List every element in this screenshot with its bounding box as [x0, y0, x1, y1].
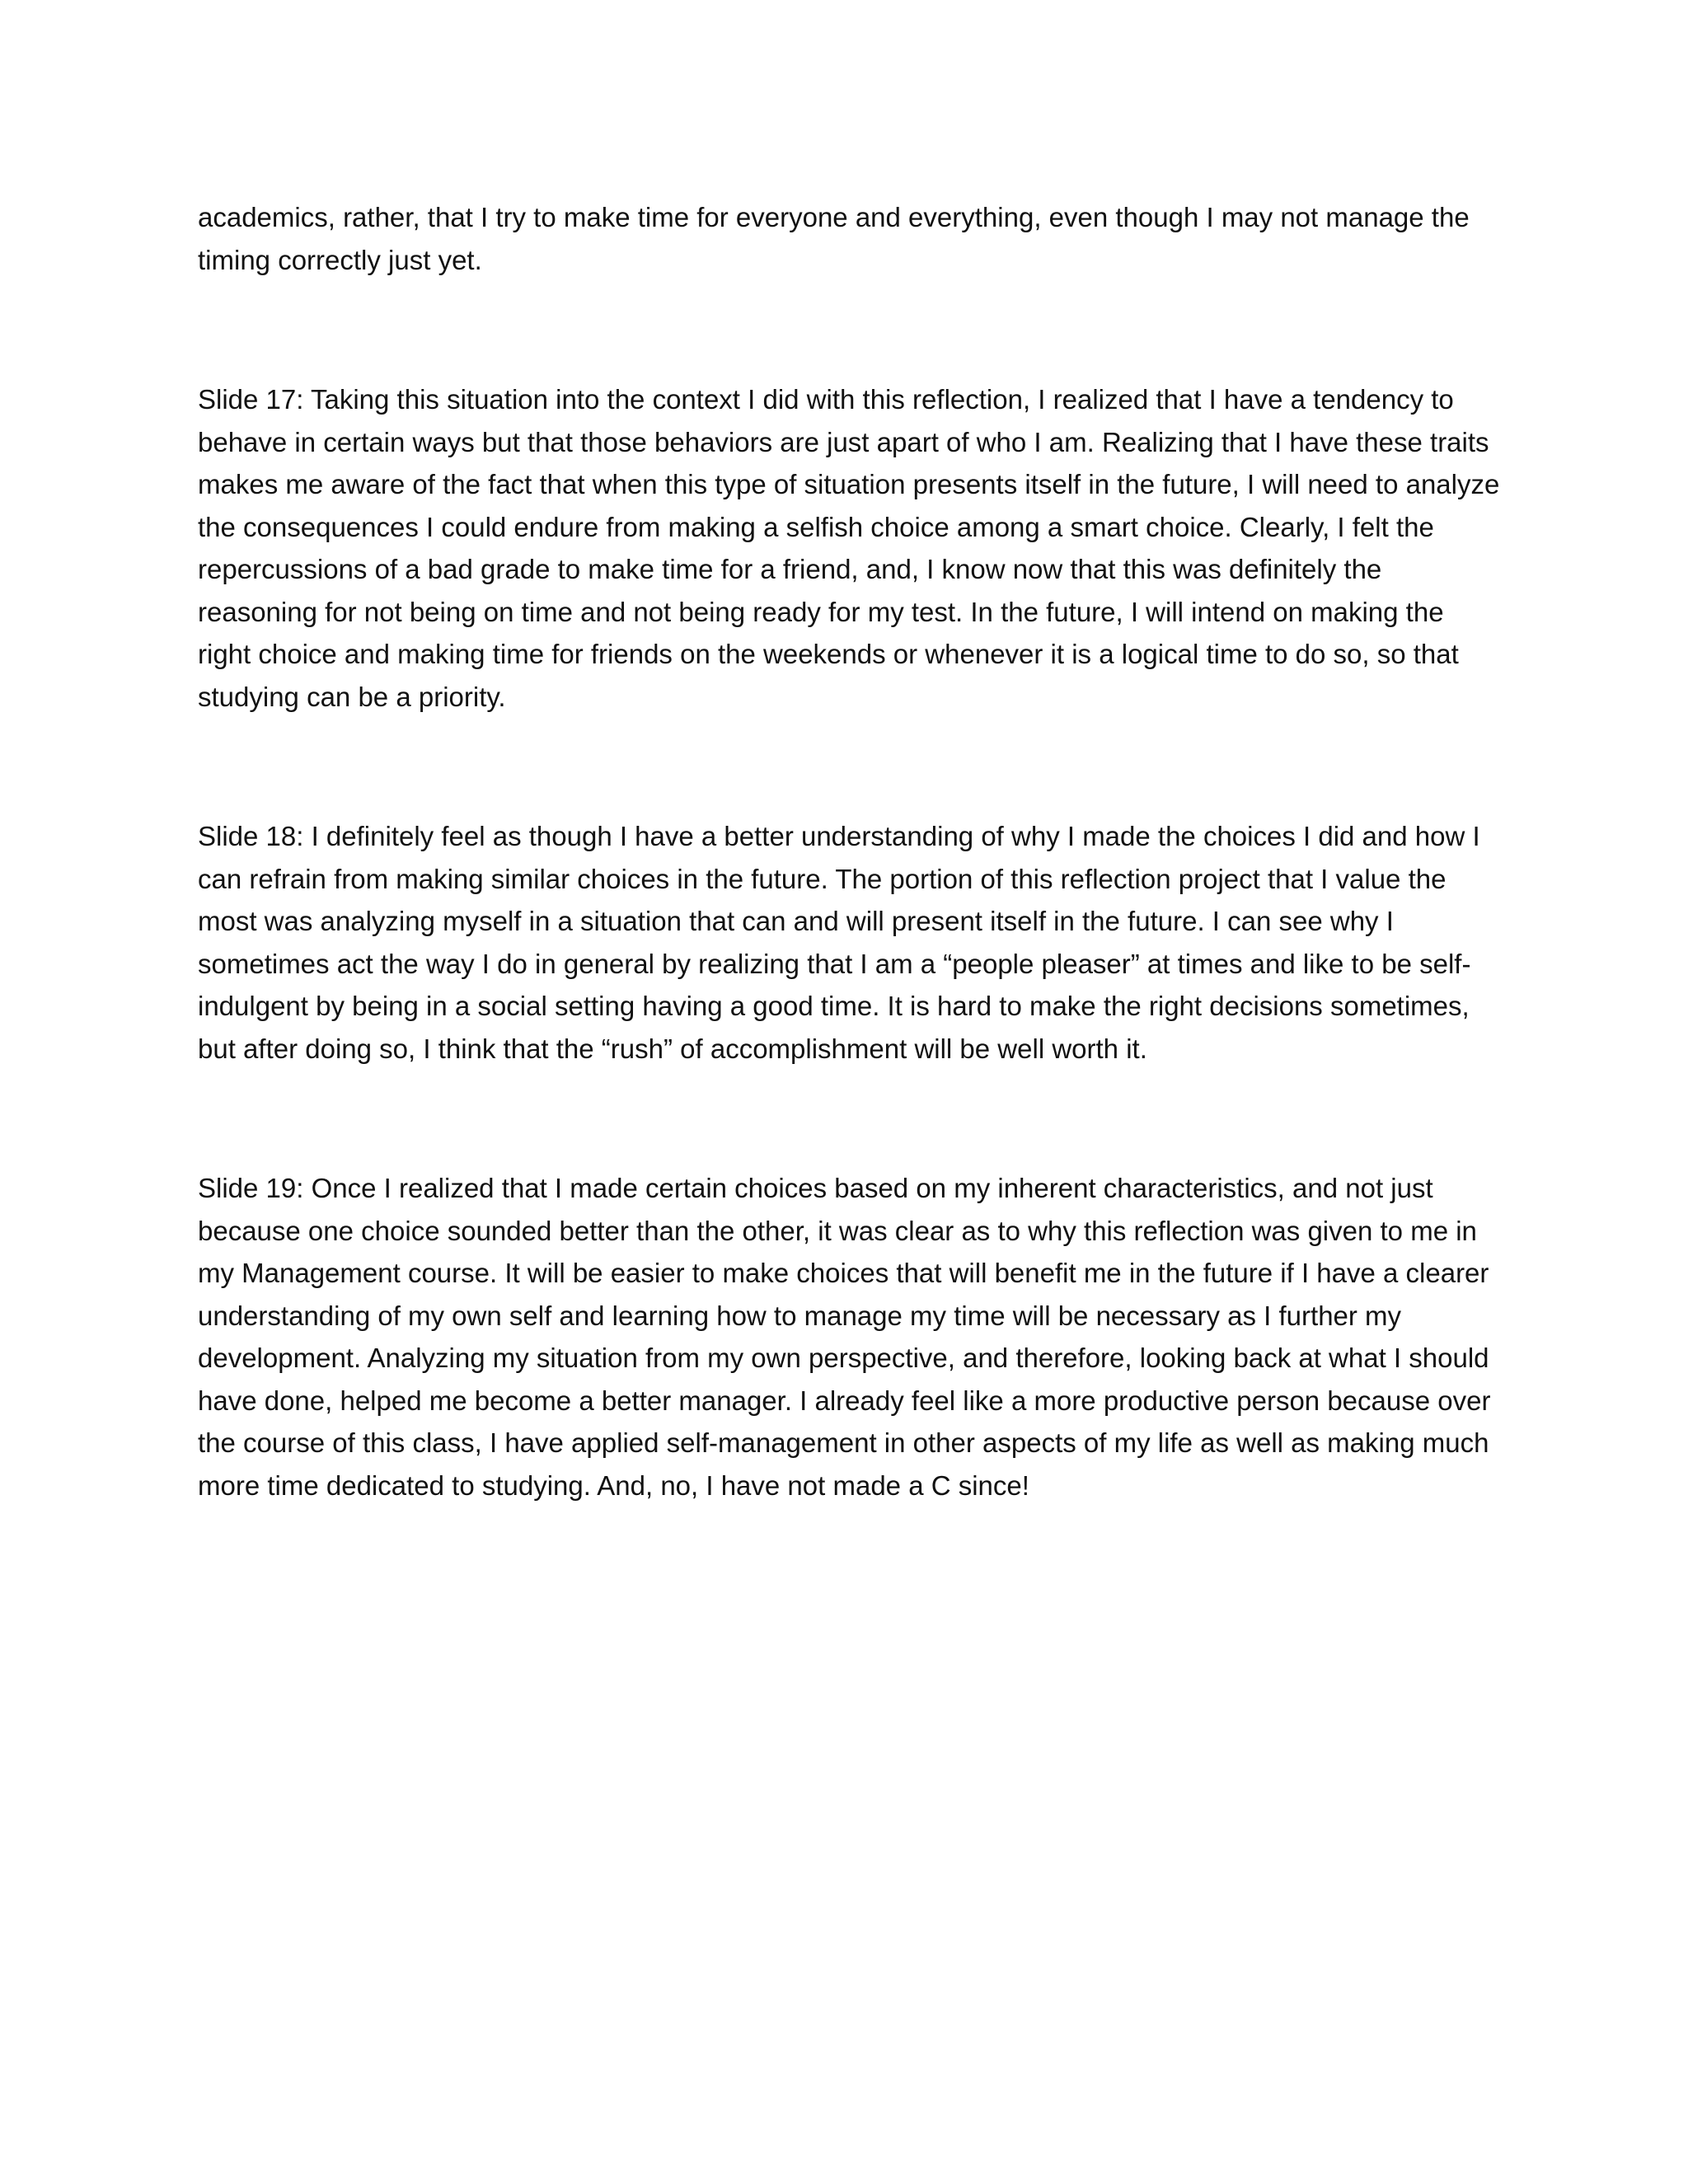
document-body [198, 196, 1500, 1507]
paragraph-continuation: academics, rather, that I try to make time for everyone and everything, even though I may not manage the timing correctly just yet. [198, 202, 1470, 275]
paragraph-slide-17: Slide 17: Taking this situation into the context I did with this reflection, I realized that I have a tendency to behave in certain ways but that those behaviors are just apart of who I am. Realizing that I have these traits makes me aware of the fact that when this type of situation presents itself in the future, I will need to analyze the consequences I could endure from making a selfish choice among a smart choice. Clearly, I felt the repercussions of a bad grade to make time for a friend, and, I know now that this was definitely the reasoning for not being on time and not being ready for my test. In the future, I will intend on making the right choice and making time for friends on the weekends or whenever it is a logical time to do so, so that studying can be a priority. [198, 384, 1500, 712]
paragraph-slide-19: Slide 19: Once I realized that I made certain choices based on my inherent characteristics, and not just because one choice sounded better than the other, it was clear as to why this reflection was given to me in my Management course. It will be easier to make choices that will benefit me in the future if I have a clearer understanding of my own self and learning how to manage my time will be necessary as I further my development. Analyzing my situation from my own perspective, and therefore, looking back at what I should have done, helped me become a better manager. I already feel like a more productive person because over the course of this class, I have applied self-management in other aspects of my life as well as making much more time dedicated to studying. And, no, I have not made a C since! [198, 1173, 1491, 1501]
paragraph-slide-18: Slide 18: I definitely feel as though I have a better understanding of why I made the choices I did and how I can refrain from making similar choices in the future. The portion of this reflection project that I value the most was analyzing myself in a situation that can and will present itself in the future. I can see why I sometimes act the way I do in general by realizing that I am a “people pleaser” at times and like to be self-indulgent by being in a social setting having a good time. It is hard to make the right decisions sometimes, but after doing so, I think that the “rush” of accomplishment will be well worth it. [198, 821, 1480, 1064]
